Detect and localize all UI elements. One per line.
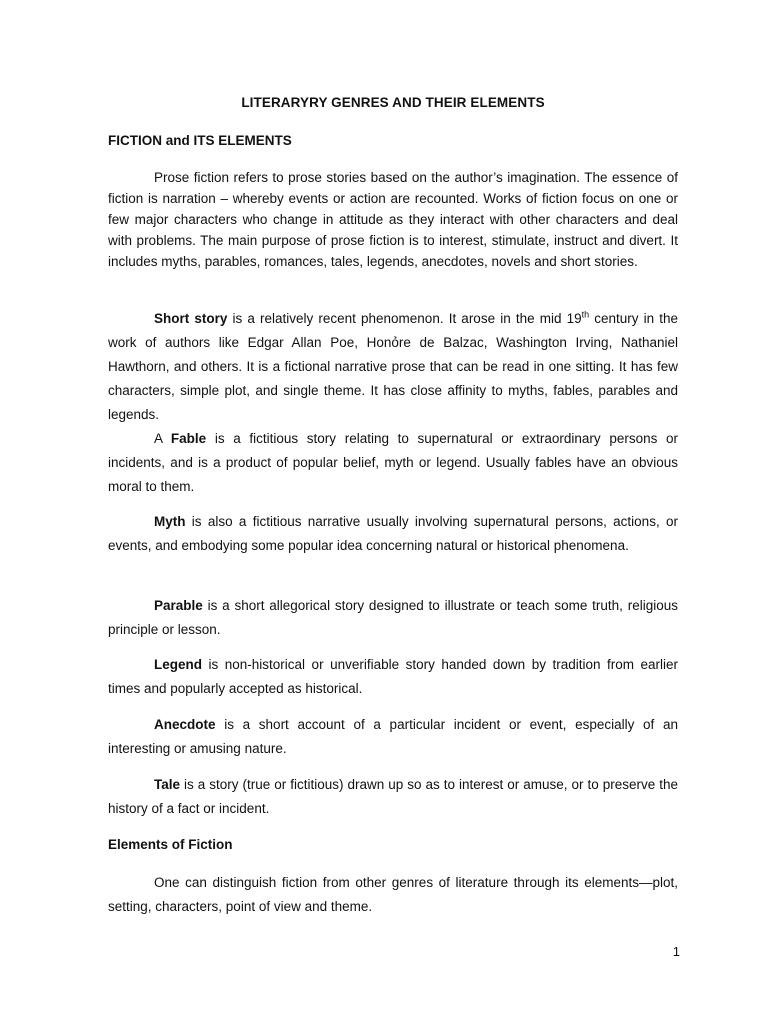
intro-paragraph: Prose fiction refers to prose stories based on the author’s imagination. The essence of fiction is narration – whereby events or action are recounted. Works of fiction focus on one or few major characters who change in attitude as they interact with other characters and deal with problems. The main purpose of prose fiction is to interest, stimulate, instruct and divert. It includes myths, parables, romances, tales, legends, anecdotes, novels and short stories. [108, 170, 678, 269]
fable-paragraph [108, 427, 678, 499]
myth-paragraph [108, 510, 678, 558]
myth-text: is also a fictitious narrative usually involving supernatural persons, actions, or events, and embodying some popular idea concerning natural or historical phenomena. [108, 514, 678, 553]
tale-term: Tale [154, 777, 181, 792]
document-title: LITERARYRY GENRES AND THEIR ELEMENTS [241, 95, 545, 110]
anecdote-term: Anecdote [154, 717, 216, 732]
parable-text: is a short allegorical story designed to illustrate or teach some truth, religious principle or lesson. [108, 598, 678, 637]
legend-term: Legend [154, 657, 203, 672]
anecdote-text: is a short account of a particular incident or event, especially of an interesting or amusing nature. [108, 717, 678, 756]
myth-term: Myth [154, 514, 186, 529]
fable-prefix: A [154, 431, 171, 446]
parable-term: Parable [154, 598, 203, 613]
short-story-text-b: century in the work of authors like Edgar Allan Poe, Honỏre de Balzac, Washington Irving, Nathaniel Hawthorn, and others. It is a fictional narrative prose that can be read in one sitting. It has few characters, simple plot, and single theme. It has close affinity to myths, fables, parables and legends. [108, 311, 679, 422]
short-story-text-a: is a relatively recent phenomenon. It arose in the mid 19 [227, 311, 582, 326]
short-story-superscript: th [581, 309, 590, 320]
parable-paragraph [108, 594, 678, 642]
tale-text: is a story (true or fictitious) drawn up so as to interest or amuse, or to preserve the history of a fact or incident. [108, 777, 678, 816]
tale-paragraph [108, 773, 678, 821]
fable-text: is a fictitious story relating to supernatural or extraordinary persons or incidents, and is a product of popular belief, myth or legend. Usually fables have an obvious moral to them. [108, 431, 678, 494]
legend-text: is non-historical or unverifiable story handed down by tradition from earlier times and popularly accepted as historical. [108, 657, 678, 696]
short-story-term: Short story [154, 311, 228, 326]
elements-heading: Elements of Fiction [108, 837, 233, 852]
section-heading: FICTION and ITS ELEMENTS [108, 133, 292, 148]
elements-paragraph: One can distinguish fiction from other genres of literature through its elements—plot, setting, characters, point of view and theme. [108, 875, 678, 914]
anecdote-paragraph [108, 713, 678, 761]
page-number: 1 [672, 944, 680, 959]
short-story-paragraph [108, 307, 678, 427]
legend-paragraph [108, 653, 678, 701]
fable-term: Fable [170, 431, 207, 446]
